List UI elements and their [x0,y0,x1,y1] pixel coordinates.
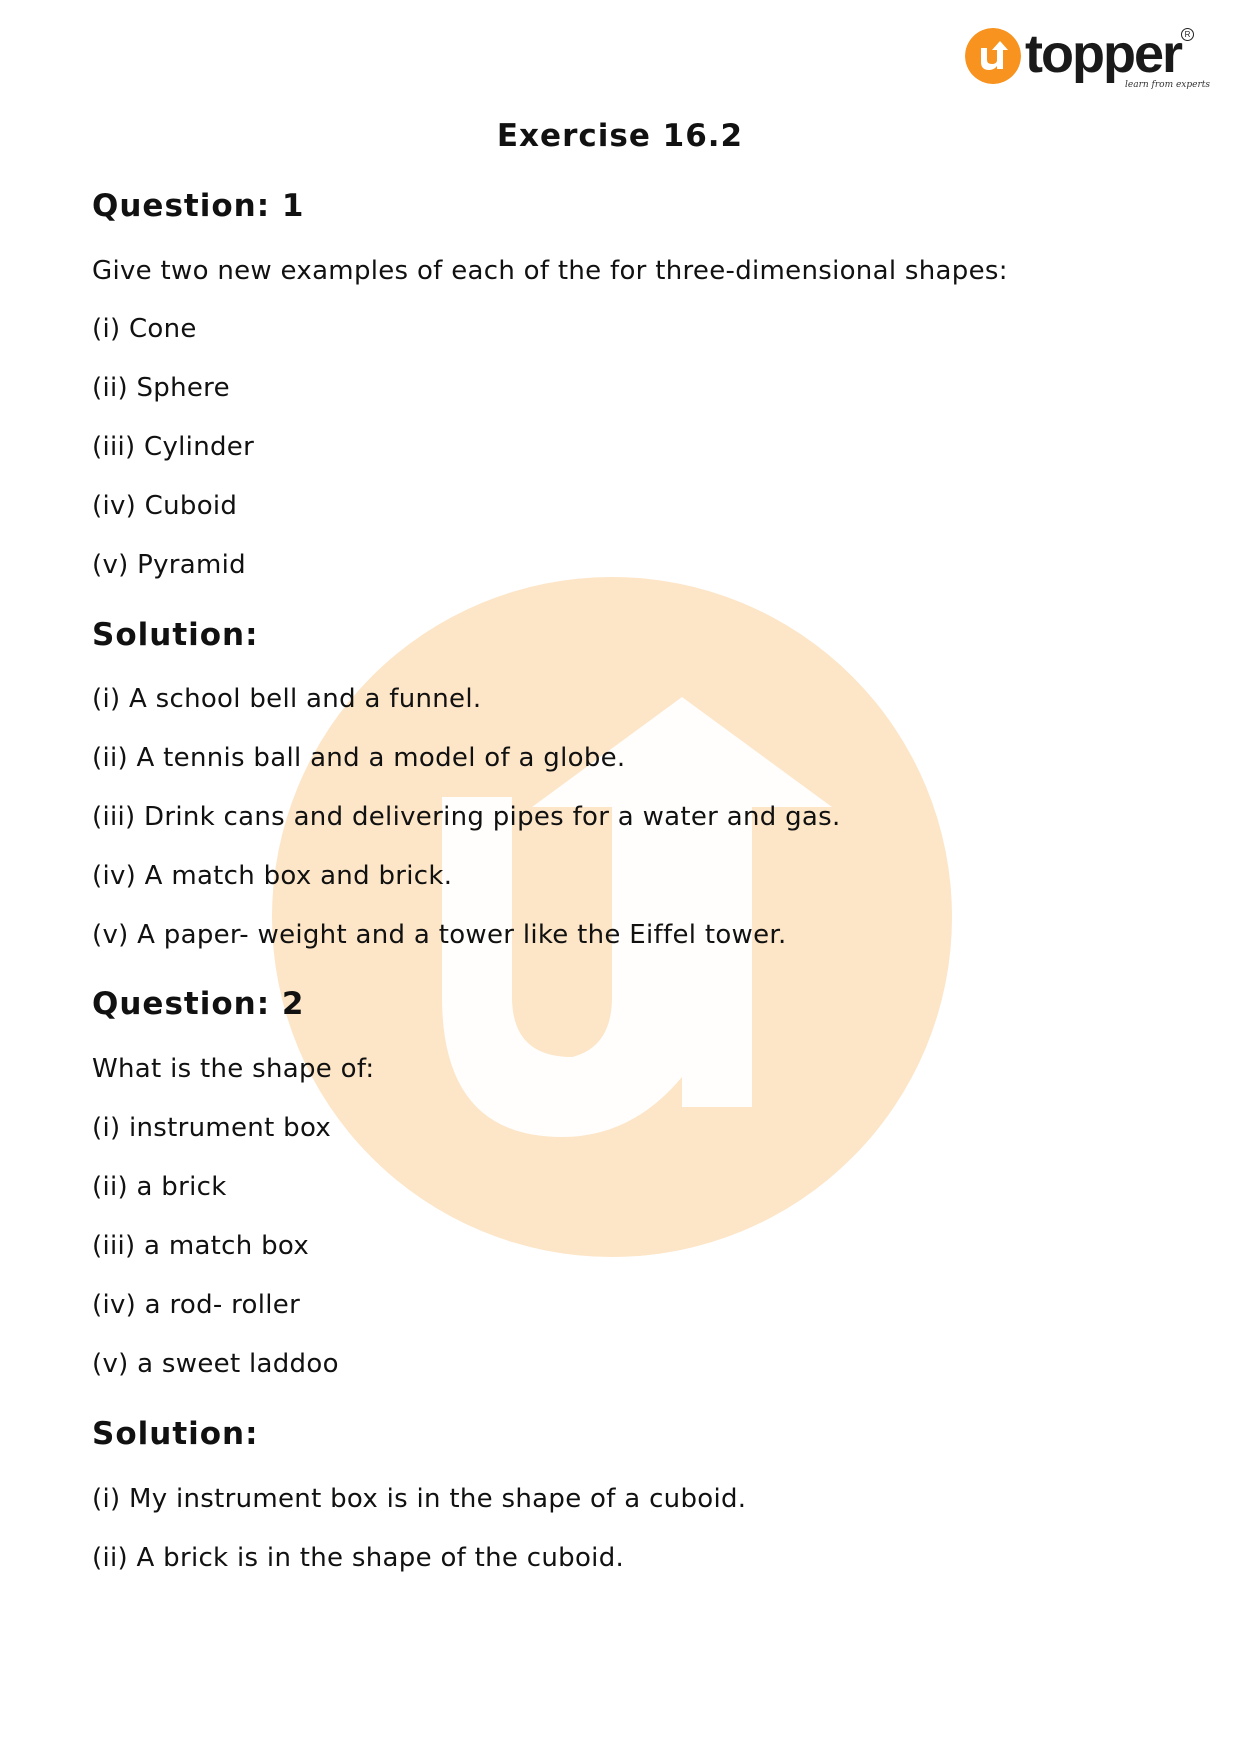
page-title: Exercise 16.2 [496,118,744,154]
solution-2-item: (i) My instrument box is in the shape of a cuboid. [92,1484,747,1514]
logo-wordmark: topper [1025,24,1181,84]
solution-1-item: (ii) A tennis ball and a model of a globe. [92,743,626,773]
solution-2-heading: Solution: [92,1416,259,1452]
question-1-item: (ii) Sphere [92,373,230,403]
solution-1-item: (i) A school bell and a funnel. [92,684,482,714]
solution-2-item: (ii) A brick is in the shape of the cuboid. [92,1543,625,1573]
question-1-item: (v) Pyramid [92,550,246,580]
question-2-prompt: What is the shape of: [92,1054,375,1084]
question-2-item: (ii) a brick [92,1172,227,1202]
registered-mark: R [1181,28,1194,41]
question-2-item: (iv) a rod- roller [92,1290,301,1320]
question-1-item: (iii) Cylinder [92,432,255,462]
question-2-heading: Question: 2 [92,986,305,1022]
topper-logo [965,24,1211,98]
solution-1-heading: Solution: [92,617,259,653]
logo-tagline: learn from experts [1125,80,1211,90]
solution-1-item: (iv) A match box and brick. [92,861,453,891]
solution-1-item: (v) A paper- weight and a tower like the Eiffel tower. [92,920,787,950]
question-1-heading: Question: 1 [92,188,305,224]
question-2-item: (iii) a match box [92,1231,310,1261]
topper-watermark-icon [272,577,952,1257]
question-2-item: (v) a sweet laddoo [92,1349,339,1379]
question-1-prompt: Give two new examples of each of the for three-dimensional shapes: [92,256,1008,286]
question-1-item: (iv) Cuboid [92,491,238,521]
solution-1-item: (iii) Drink cans and delivering pipes for a water and gas. [92,802,841,832]
topper-logo-icon [965,28,1021,84]
question-1-item: (i) Cone [92,314,197,344]
question-2-item: (i) instrument box [92,1113,332,1143]
